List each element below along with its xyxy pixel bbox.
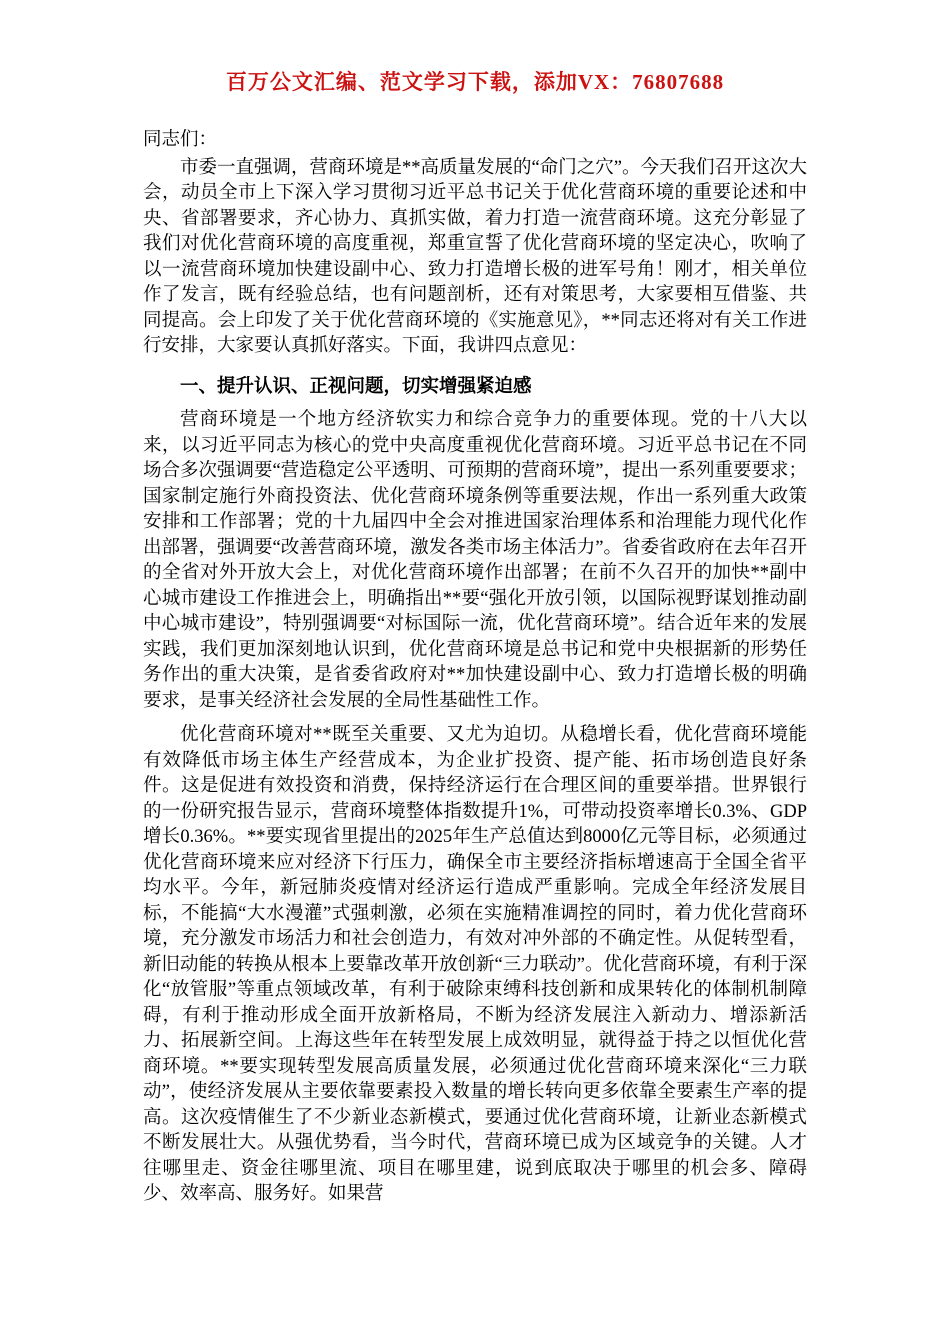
salutation: 同志们： xyxy=(143,130,218,150)
promo-text: 百万公文汇编、范文学习下载，添加VX：76807688 xyxy=(225,70,725,94)
document-body xyxy=(143,128,807,1217)
section-1-paragraph-1: 营商环境是一个地方经济软实力和综合竞争力的重要体现。党的十八大以来，以习近平同志为核心的党中央高度重视优化营商环境。习近平总书记在不同场合多次强调要“营造稳定公平透明、可预期的营商环境”，提出一系列重要要求；国家制定施行外商投资法、优化营商环境条例等重要法规，作出一系列重大政策安排和工作部署；党的十九届四中全会对推进国家治理体系和治理能力现代化作出部署，强调要“改善营商环境，激发各类市场主体活力”。省委省政府在去年召开的全省对外开放大会上，对优化营商环境作出部署；在前不久召开的加快**副中心城市建设工作推进会上，明确指出**要“强化开放引领，以国际视野谋划推动副中心城市建设”，特别强调要“对标国际一流，优化营商环境”。结合近年来的发展实践，我们更加深刻地认识到，优化营商环境是总书记和党中央根据新的形势任务作出的重大决策，是省委省政府对**加快建设副中心、致力打造增长极的明确要求，是事关经济社会发展的全局性基础性工作。 xyxy=(143,410,807,711)
section-1-heading: 一、提升认识、正视问题，切实增强紧迫感 xyxy=(180,374,532,396)
promo-banner xyxy=(0,66,950,96)
intro-paragraph: 市委一直强调，营商环境是**高质量发展的“命门之穴”。今天我们召开这次大会，动员全市上下深入学习贯彻习近平总书记关于优化营商环境的重要论述和中央、省部署要求，齐心协力、真抓实做，着力打造一流营商环境。这充分彰显了我们对优化营商环境的高度重视，郑重宣誓了优化营商环境的坚定决心，吹响了以一流营商环境加快建设副中心、致力打造增长极的进军号角！刚才，相关单位作了发言，既有经验总结，也有问题剖析，还有对策思考，大家要相互借鉴、共同提高。会上印发了关于优化营商环境的《实施意见》，**同志还将对有关工作进行安排，大家要认真抓好落实。下面，我讲四点意见： xyxy=(143,157,807,356)
section-1-paragraph-2: 优化营商环境对**既至关重要、又尤为迫切。从稳增长看，优化营商环境能有效降低市场主体生产经营成本，为企业扩投资、提产能、拓市场创造良好条件。这是促进有效投资和消费，保持经济运行在合理区间的重要举措。世界银行的一份研究报告显示，营商环境整体指数提升1%，可带动投资率增长0.3%、GDP增长0.36%。**要实现省里提出的2025年生产总值达到8000亿元等目标，必须通过优化营商环境来应对经济下行压力，确保全市主要经济指标增速高于全国全省平均水平。今年，新冠肺炎疫情对经济运行造成严重影响。完成全年经济发展目标，不能搞“大水漫灌”式强刺激，必须在实施精准调控的同时，着力优化营商环境，充分激发市场活力和社会创造力，有效对冲外部的不确定性。从促转型看，新旧动能的转换从根本上要靠改革开放创新“三力联动”。优化营商环境，有利于深化“放管服”等重点领域改革，有利于破除束缚科技创新和成果转化的体制机制障碍，有利于推动形成全面开放新格局，不断为经济发展注入新动力、增添新活力、拓展新空间。上海这些年在转型发展上成效明显，就得益于持之以恒优化营商环境。**要实现转型发展高质量发展，必须通过优化营商环境来深化“三力联动”，使经济发展从主要依靠要素投入数量的增长转向更多依靠全要素生产率的提高。这次疫情催生了不少新业态新模式，要通过优化营商环境，让新业态新模式不断发展壮大。从强优势看，当今时代，营商环境已成为区域竞争的关键。人才往哪里走、资金往哪里流、项目在哪里建，说到底取决于哪里的机会多、障碍少、效率高、服务好。如果营 xyxy=(143,725,807,1204)
